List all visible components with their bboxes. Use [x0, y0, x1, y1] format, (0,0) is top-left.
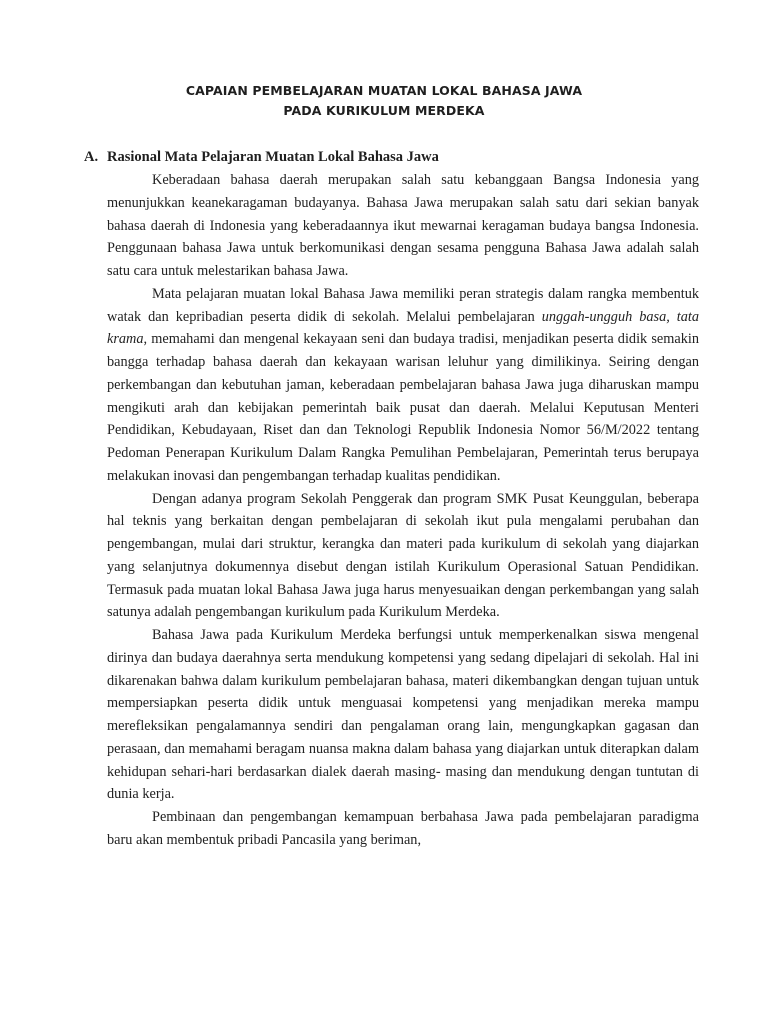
body-text: [107, 169, 699, 852]
paragraph-2-part-1: Mata pelajaran muatan lokal Bahasa Jawa memiliki peran strategis dalam rangka membentuk watak dan kepribadian peserta didik di sekolah. Melalui pembelajaran: [107, 285, 699, 325]
paragraph-4: Bahasa Jawa pada Kurikulum Merdeka berfungsi untuk memperkenalkan siswa mengenal dirinya dan budaya daerahnya serta mendukung kompetensi yang sedang dipelajari di sekolah. Hal ini dikarenakan bahwa dalam kurikulum pembelajaran bahasa, materi dikembangkan dengan tujuan untuk mempersiapkan peserta didik untuk menguasai kompetensi yang menjadikan mereka mampu merefleksikan pengalamannya sendiri dan pengalaman orang lain, mengungkapkan gagasan dan perasaan, dan memahami beragam nuansa makna dalam bahasa yang diajarkan untuk diterapkan dalam kehidupan sehari-hari berdasarkan dialek daerah masing- masing dan mendukung dengan tuntutan di dunia kerja.: [107, 627, 699, 803]
paragraph-1: Keberadaan bahasa daerah merupakan salah satu kebanggaan Bangsa Indonesia yang menunjukkan keanekaragaman budayanya. Bahasa Jawa merupakan salah satu dari sekian banyak bahasa daerah di Indonesia yang keberadaannya ikut mewarnai keragaman budaya bangsa Indonesia. Penggunaan bahasa Jawa untuk berkomunikasi dengan sesama pengguna Bahasa Jawa adalah salah satu cara untuk melestarikan bahasa Jawa.: [107, 172, 699, 279]
document-title-line-1: CAPAIAN PEMBELAJARAN MUATAN LOKAL BAHASA JAWA: [185, 83, 583, 98]
paragraph-2-italic-term: unggah-ungguh basa, tata krama: [107, 308, 700, 348]
paragraph-2: [107, 283, 699, 488]
section-heading-text: Rasional Mata Pelajaran Muatan Lokal Bahasa Jawa: [107, 149, 439, 165]
section-heading: [84, 149, 439, 166]
paragraph-5: Pembinaan dan pengembangan kemampuan berbahasa Jawa pada pembelajaran paradigma baru akan membentuk pribadi Pancasila yang beriman,: [107, 809, 699, 848]
document-title-line-2: PADA KURIKULUM MERDEKA: [283, 103, 485, 118]
paragraph-3: Dengan adanya program Sekolah Penggerak dan program SMK Pusat Keunggulan, beberapa hal teknis yang berkaitan dengan pembelajaran di sekolah ikut pula mengalami perubahan dan pengembangan, mulai dari struktur, kerangka dan materi pada kurikulum di sekolah yang diajarkan yang selanjutnya dokumennya disebut dengan istilah Kurikulum Operasional Satuan Pendidikan. Termasuk pada muatan lokal Bahasa Jawa juga harus menyesuaikan dengan perkembangan yang salah satunya adalah pengembangan kurikulum pada Kurikulum Merdeka.: [107, 490, 699, 621]
paragraph-2-part-2: , memahami dan mengenal kekayaan seni dan budaya tradisi, menjadikan peserta didik semakin bangga terhadap bahasa daerah dan kekayaan warisan leluhur yang dimilikinya. Seiring dengan perkembangan dan kebutuhan jaman, keberadaan pembelajaran bahasa Jawa juga diharuskan mampu mengikuti arah dan kebijakan pemerintah baik pusat dan daerah. Melalui Keputusan Menteri Pendidikan, Kebudayaan, Riset dan dan Teknologi Republik Indonesia Nomor 56/M/2022 tentang Pedoman Penerapan Kurikulum Dalam Rangka Pemulihan Pembelajaran, Pemerintah terus berupaya melakukan inovasi dan pengembangan terhadap kualitas pendidikan.: [107, 331, 699, 484]
section-letter: A.: [84, 149, 99, 165]
